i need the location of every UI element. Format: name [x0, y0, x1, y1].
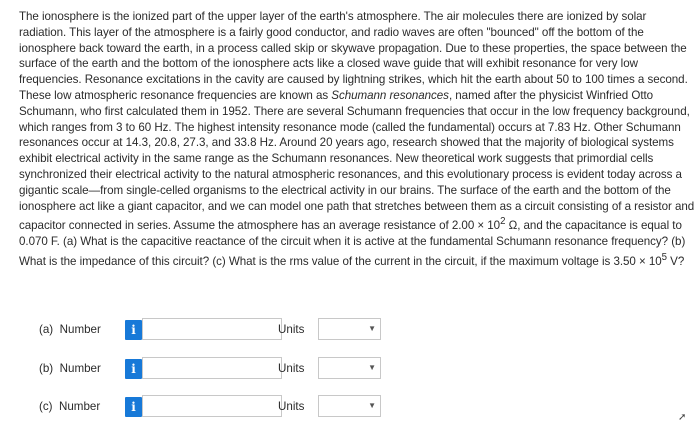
answer-row-a	[22, 317, 382, 343]
question-a: (a) What is the capacitive reactance of the circuit when it is active at the fundamental Schumann resonance frequency?	[63, 235, 669, 249]
problem-text-2: , named after the physicist Winfried Otto Schumann, who first calculated them in 1952. There are several Schumann frequencies that occur in the low frequency background, which ranges from 3 to 60 Hz. The highest intensity resonance mode (called the fundamental) occurs at 7.83 Hz. Other Schumann resonances occur at 14.3, 20.8, 27.3, and 33.8 Hz. Around 20 years ago, research showed that the majority of biological systems exhibit electrical activity in the same range as the Schumann resonances. New theoretical work suggests that primordial cells synchronized their electrical activity to the natural atmospheric resonances, and this evolutionary process is evident today across a gigantic scale—from single-celled organisms to the electrical activity in our brains. The surface of the earth and the bottom of the ionosphere act like a giant capacitor, and we can model one path that stretches between them as a circuit consisting of a resistor and capacitor connected in series. Assume the atmosphere has an average resistance of 2.00 × 10	[19, 88, 695, 233]
number-input-c[interactable]	[142, 395, 282, 417]
problem-statement	[19, 9, 695, 269]
info-icon[interactable]: i	[125, 320, 142, 340]
problem-text-3: Ω, and the capacitance is equal to 0.070 F.	[19, 219, 682, 249]
mouse-cursor-icon: ➚	[678, 412, 687, 423]
question-c: (c) What is the rms value of the current in the circuit, if the maximum voltage is 3.50 × 10	[212, 254, 662, 268]
number-input-b[interactable]	[142, 357, 282, 379]
info-icon[interactable]: i	[125, 359, 142, 379]
voltage-exponent: 5	[661, 251, 667, 263]
units-label-c: Units	[278, 400, 305, 413]
answer-row-c	[22, 394, 382, 420]
answer-row-b	[22, 356, 382, 382]
part-label-b: (b) Number	[39, 362, 101, 375]
chevron-down-icon: ▼	[368, 401, 376, 410]
info-icon[interactable]: i	[125, 397, 142, 417]
question-b: (b) What is the impedance of this circuit?	[19, 235, 686, 268]
units-label-b: Units	[278, 362, 305, 375]
units-select-b[interactable]	[318, 357, 381, 379]
problem-italic-term: Schumann resonances	[331, 88, 449, 102]
units-label-a: Units	[278, 323, 305, 336]
chevron-down-icon: ▼	[368, 363, 376, 372]
units-select-c[interactable]	[318, 395, 381, 417]
number-input-a[interactable]	[142, 318, 282, 340]
problem-text-6: V?	[667, 254, 685, 268]
units-select-a[interactable]	[318, 318, 381, 340]
part-label-a: (a) Number	[39, 323, 101, 336]
chevron-down-icon: ▼	[368, 324, 376, 333]
part-label-c: (c) Number	[39, 400, 101, 413]
resistance-exponent: 2	[500, 216, 506, 228]
problem-text-1: The ionosphere is the ionized part of the upper layer of the earth's atmosphere. The air molecules there are ionized by solar radiation. This layer of the atmosphere is a fairly good conductor, and radio waves are often "bounced" off the bottom of the ionosphere back toward the earth, in a process called skip or skywave propagation. Due to these properties, the space between the surface of the earth and the bottom of the ionosphere acts like a closed wave guide that will exhibit resonance for very low frequencies. Resonance excitations in the cavity are caused by lightning strikes, which hit the earth about 50 to 100 times a second. These low atmospheric resonance frequencies are known as	[19, 10, 688, 102]
